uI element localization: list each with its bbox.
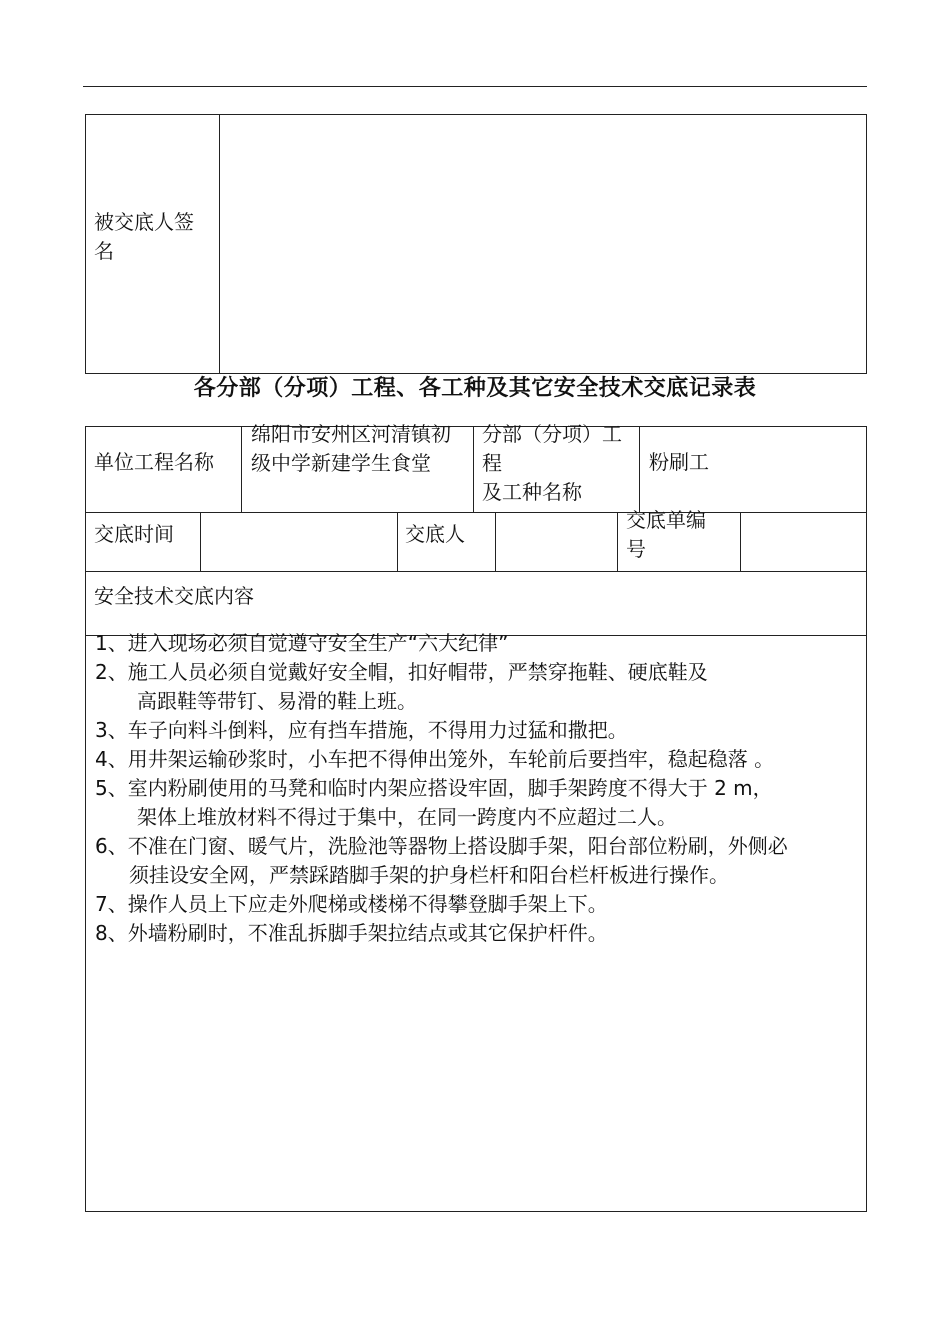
col-divider-r1-1	[241, 426, 242, 512]
number-label: 交底单编号	[626, 508, 706, 561]
signature-area[interactable]	[220, 115, 865, 373]
list-item: 架体上堆放材料不得过于集中，在同一跨度内不应超过二人。	[137, 805, 677, 829]
list-item: 须挂设安全网，严禁踩踏脚手架的护身栏杆和阳台栏杆板进行操作。	[129, 863, 729, 887]
col-divider-r2-3	[495, 512, 496, 571]
list-item: 1、进入现场必须自觉遵守安全生产“六大纪律”	[95, 631, 509, 655]
page-title: 各分部（分项）工程、各工种及其它安全技术交底记录表	[193, 376, 757, 401]
col-divider-r1-3	[639, 426, 640, 512]
col-divider-r1-2	[473, 426, 474, 512]
list-item: 8、外墙粉刷时，不准乱拆脚手架拉结点或其它保护杆件。	[95, 921, 608, 945]
col-divider-r2-1	[200, 512, 201, 571]
safety-content-list	[95, 629, 860, 948]
signature-label: 被交底人签名	[94, 210, 194, 263]
list-item: 2、施工人员必须自觉戴好安全帽，扣好帽带，严禁穿拖鞋、硬底鞋及	[95, 660, 708, 684]
list-item: 高跟鞋等带钉、易滑的鞋上班。	[137, 689, 417, 713]
number-value[interactable]	[748, 520, 860, 549]
col-divider-r2-5	[740, 512, 741, 571]
col-divider-r2-4	[617, 512, 618, 571]
subproject-label-line1: 分部（分项）工程	[482, 422, 622, 475]
row-divider-2	[85, 571, 867, 572]
time-value[interactable]	[206, 520, 391, 549]
person-value[interactable]	[502, 520, 610, 549]
row-divider-1	[85, 512, 867, 513]
list-item: 6、不准在门窗、暖气片，洗脸池等器物上搭设脚手架，阳台部位粉刷，外侧必	[95, 834, 788, 858]
list-item: 4、用井架运输砂浆时，小车把不得伸出笼外，车轮前后要挡牢，稳起稳落 。	[95, 747, 775, 771]
header-rule	[83, 86, 867, 87]
unit-project-value: 绵阳市安州区河清镇初级中学新建学生食堂	[251, 422, 451, 475]
time-label: 交底时间	[94, 522, 174, 546]
list-item: 7、操作人员上下应走外爬梯或楼梯不得攀登脚手架上下。	[95, 892, 608, 916]
col-divider-r2-2	[397, 512, 398, 571]
content-heading: 安全技术交底内容	[94, 584, 254, 608]
unit-project-label: 单位工程名称	[94, 450, 214, 474]
list-item: 5、室内粉刷使用的马凳和临时内架应搭设牢固，脚手架跨度不得大于 2 m，	[95, 776, 773, 800]
subproject-value: 粉刷工	[649, 450, 709, 474]
subproject-label-line2: 及工种名称	[482, 480, 582, 504]
list-item: 3、车子向料斗倒料，应有挡车措施，不得用力过猛和撒把。	[95, 718, 628, 742]
person-label: 交底人	[405, 522, 465, 546]
